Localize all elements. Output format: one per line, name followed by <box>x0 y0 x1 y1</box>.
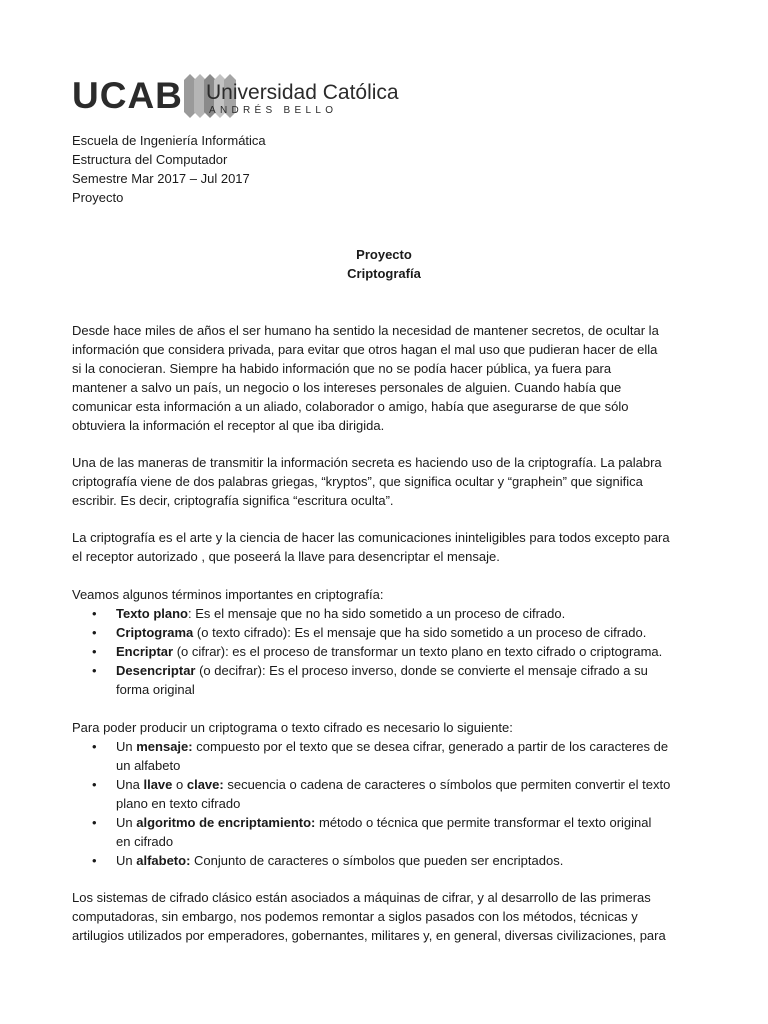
bullet-icon: • <box>92 644 97 659</box>
paragraph-line: el receptor autorizado , que poseerá la llave para desencriptar el mensaje. <box>72 549 500 564</box>
terms-list <box>72 604 712 699</box>
paragraph-line: escribir. Es decir, criptografía significa “escritura oculta”. <box>72 493 394 508</box>
bullet-icon: • <box>92 606 97 621</box>
bullet-icon: • <box>92 853 97 868</box>
bullet-icon: • <box>92 663 97 678</box>
logo-acronym: UCAB <box>72 75 183 116</box>
requirements-intro-text: Para poder producir un criptograma o texto cifrado es necesario lo siguiente: <box>72 720 513 735</box>
item-prefix: Una <box>116 777 144 792</box>
term-definition: secuencia o cadena de caracteres o símbolos que permiten convertir el texto <box>223 777 671 792</box>
definition-paragraph <box>72 528 700 566</box>
paragraph-line: computadoras, sin embargo, nos podemos remontar a siglos pasados con los métodos, técnicas y <box>72 909 638 924</box>
term-label: clave: <box>186 777 224 792</box>
term-definition: (o decifrar): Es el proceso inverso, donde se convierte el mensaje cifrado a su <box>195 663 648 678</box>
term-definition: método o técnica que permite transformar el texto original <box>315 815 652 830</box>
paragraph-line: Desde hace miles de años el ser humano ha sentido la necesidad de mantener secretos, de ocultar la <box>72 323 659 338</box>
list-item <box>72 813 712 851</box>
paragraph-line: La criptografía es el arte y la ciencia de hacer las comunicaciones ininteligibles para todos excepto para <box>72 530 670 545</box>
document-subtitle: Criptografía <box>347 266 421 281</box>
term-definition-continued: plano en texto cifrado <box>116 796 241 811</box>
header-course: Estructura del Computador <box>72 152 228 167</box>
term-definition: compuesto por el texto que se desea cifrar, generado a partir de los caracteres de <box>192 739 669 754</box>
term-label: mensaje: <box>136 739 193 754</box>
paragraph-line: Los sistemas de cifrado clásico están asociados a máquinas de cifrar, y al desarrollo de las primeras <box>72 890 651 905</box>
terms-intro-text: Veamos algunos términos importantes en criptografía: <box>72 587 384 602</box>
terms-intro <box>72 585 700 604</box>
document-header <box>72 131 266 207</box>
list-item <box>72 661 712 699</box>
term-label: alfabeto: <box>136 853 191 868</box>
term-label: Texto plano <box>116 606 188 621</box>
item-prefix: Un <box>116 853 137 868</box>
paragraph-line: artilugios utilizados por emperadores, gobernantes, militares y, en general, diversas civilizaciones, para <box>72 928 666 943</box>
term-definition-continued: un alfabeto <box>116 758 181 773</box>
term-definition: (o cifrar): es el proceso de transformar un texto plano en texto cifrado o criptograma. <box>173 644 663 659</box>
logo-university-subname: ANDRÉS BELLO <box>209 105 338 116</box>
term-definition-continued: en cifrado <box>116 834 174 849</box>
document-title: Proyecto <box>356 247 412 262</box>
requirements-list <box>72 737 712 870</box>
bullet-icon: • <box>92 625 97 640</box>
header-type: Proyecto <box>72 190 124 205</box>
list-item <box>72 623 712 642</box>
paragraph-line: Una de las maneras de transmitir la información secreta es haciendo uso de la criptografía. La palabra <box>72 455 662 470</box>
etymology-paragraph <box>72 453 700 510</box>
list-item <box>72 851 712 870</box>
term-label: algoritmo de encriptamiento: <box>136 815 316 830</box>
bullet-icon: • <box>92 777 97 792</box>
university-logo <box>72 74 399 120</box>
item-connector: o <box>172 777 187 792</box>
item-prefix: Un <box>116 739 137 754</box>
term-definition: (o texto cifrado): Es el mensaje que ha sido sometido a un proceso de cifrado. <box>193 625 647 640</box>
paragraph-line: mantener a salvo un país, un negocio o los intereses personales de alguien. Cuando había que <box>72 380 622 395</box>
paragraph-line: obtuviera la información el receptor al que iba dirigida. <box>72 418 385 433</box>
list-item <box>72 642 712 661</box>
list-item <box>72 604 712 623</box>
term-label: Encriptar <box>116 644 174 659</box>
paragraph-line: comunicar esta información a un aliado, colaborador o amigo, había que asegurarse de que sólo <box>72 399 629 414</box>
header-semester: Semestre Mar 2017 – Jul 2017 <box>72 171 250 186</box>
term-label: Criptograma <box>116 625 194 640</box>
list-item <box>72 775 712 813</box>
logo-university-name: Universidad Católica <box>206 81 399 104</box>
term-label: llave <box>143 777 173 792</box>
list-item <box>72 737 712 775</box>
paragraph-line: si la conocieran. Siempre ha habido información que no se podía hacer pública, ya fuera para <box>72 361 612 376</box>
paragraph-line: criptografía viene de dos palabras griegas, “kryptos”, que significa ocultar y “graphein” que significa <box>72 474 643 489</box>
bullet-icon: • <box>92 815 97 830</box>
term-definition-continued: forma original <box>116 682 195 697</box>
bullet-icon: • <box>92 739 97 754</box>
term-label: Desencriptar <box>116 663 196 678</box>
term-definition: Conjunto de caracteres o símbolos que pueden ser encriptados. <box>190 853 564 868</box>
closing-paragraph <box>72 888 700 945</box>
requirements-intro <box>72 718 700 737</box>
intro-paragraph <box>72 321 700 435</box>
header-school: Escuela de Ingeniería Informática <box>72 133 266 148</box>
term-definition: : Es el mensaje que no ha sido sometido a un proceso de cifrado. <box>187 606 566 621</box>
item-prefix: Un <box>116 815 137 830</box>
paragraph-line: información que considera privada, para evitar que otros hagan el mal uso que pudieran hacer de ella <box>72 342 658 357</box>
